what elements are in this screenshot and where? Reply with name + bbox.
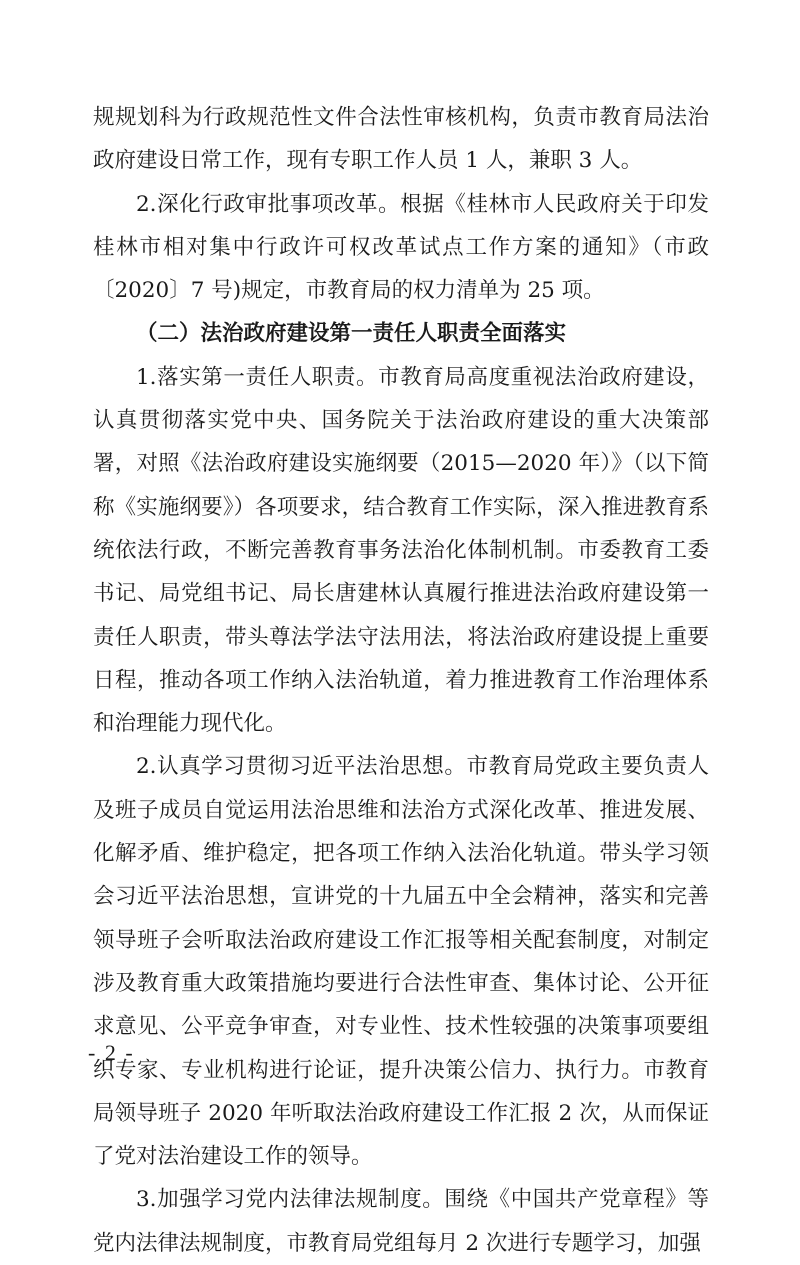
- paragraph-first-responsibility: 1.落实第一责任人职责。市教育局高度重视法治政府建设，认真贯彻落实党中央、国务院关于法治政府建设的重大决策部署，对照《法治政府建设实施纲要（2015—2020 年）》（以下简称《实施纲要》）各项要求，结合教育工作实际，深入推进教育系统依法行政，不断完善教育事务法治化体制机制。市委教育工委书记、局党组书记、局长唐建林认真履行推进法治政府建设第一责任人职责，带头尊法学法守法用法，将法治政府建设提上重要日程，推动各项工作纳入法治轨道，着力推进教育工作治理体系和治理能力现代化。: [93, 364, 709, 737]
- page-number: - 2 -: [88, 1040, 135, 1065]
- paragraph-party-regulations: 3.加强学习党内法律法规制度。围绕《中国共产党章程》等党内法律法规制度，市教育局党组每月 2 次进行专题学习，加强: [93, 1187, 709, 1256]
- paragraph-continuation: 规规划科为行政规范性文件合法性审核机构，负责市教育局法治政府建设日常工作，现有专职工作人员 1 人，兼职 3 人。: [93, 105, 709, 174]
- section-heading: （二）法治政府建设第一责任人职责全面落实: [136, 321, 567, 347]
- paragraph-approval-reform: 2.深化行政审批事项改革。根据《桂林市人民政府关于印发桂林市相对集中行政许可权改革试点工作方案的通知》（市政〔2020〕7 号)规定，市教育局的权力清单为 25 项。: [93, 191, 709, 304]
- paragraph-study-thought: 2.认真学习贯彻习近平法治思想。市教育局党政主要负责人及班子成员自觉运用法治思维和法治方式深化改革、推进发展、化解矛盾、维护稳定，把各项工作纳入法治化轨道。带头学习领会习近平法治思想，宣讲党的十九届五中全会精神，落实和完善领导班子会听取法治政府建设工作汇报等相关配套制度，对制定涉及教育重大政策措施均要进行合法性审查、集体讨论、公开征求意见、公平竞争审查，对专业性、技术性较强的决策事项要组织专家、专业机构进行论证，提升决策公信力、执行力。市教育局领导班子 2020 年听取法治政府建设工作汇报 2 次，从而保证了党对法治建设工作的领导。: [93, 754, 709, 1170]
- document-body: [93, 96, 709, 1265]
